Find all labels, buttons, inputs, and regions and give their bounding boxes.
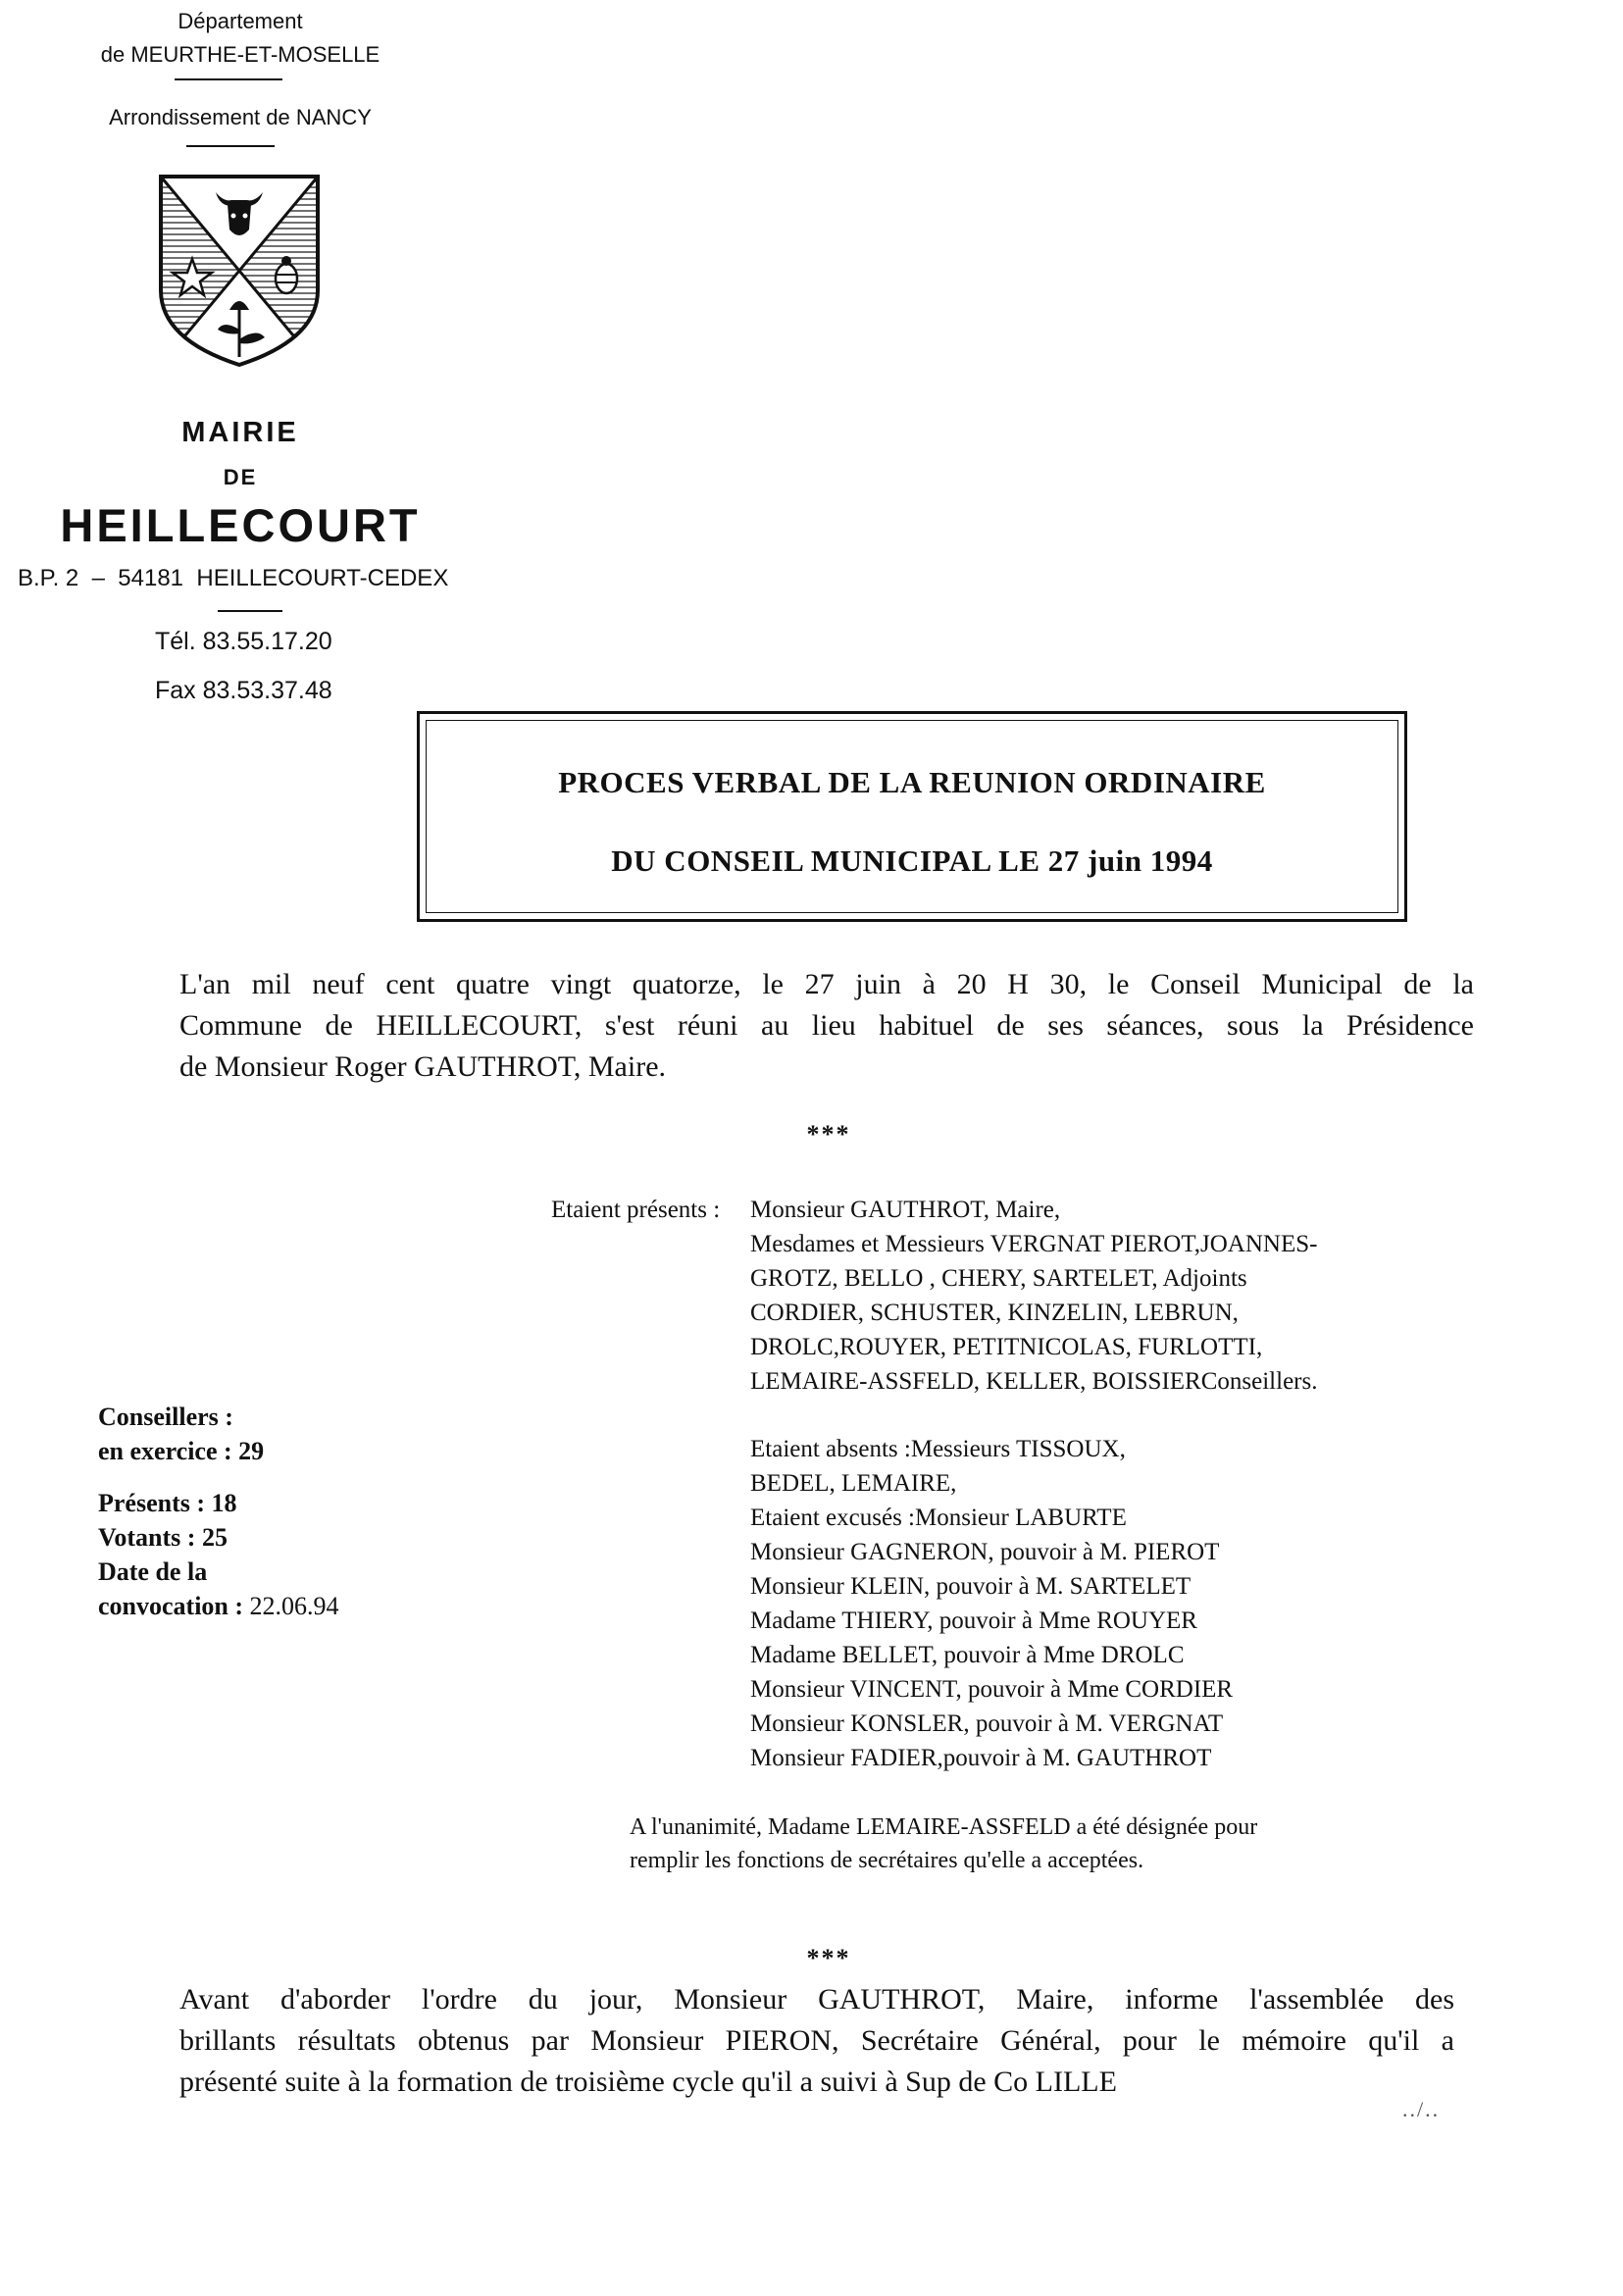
list-item: LEMAIRE-ASSFELD, KELLER, BOISSIERConseillers. xyxy=(750,1368,1318,1395)
intro-paragraph xyxy=(179,964,1474,1088)
presents-label: Présents : xyxy=(98,1489,206,1517)
convocation-value: 22.06.94 xyxy=(249,1592,339,1620)
presents-value: 18 xyxy=(211,1489,237,1517)
separator-2: *** xyxy=(806,1944,851,1972)
date-label: Date de la xyxy=(98,1557,208,1586)
list-item: Monsieur FADIER,pouvoir à M. GAUTHROT xyxy=(750,1745,1212,1771)
title-box xyxy=(417,711,1407,922)
coat-of-arms xyxy=(155,173,324,369)
secretary-note xyxy=(630,1811,1257,1877)
thistle-icon xyxy=(218,301,265,357)
votants-value: 25 xyxy=(201,1523,228,1552)
arrondissement: Arrondissement de NANCY xyxy=(109,105,372,129)
list-item: Monsieur GAUTHROT, Maire, xyxy=(750,1197,1061,1223)
divider xyxy=(186,145,275,147)
town-name: HEILLECOURT xyxy=(60,499,421,551)
list-item: Monsieur KONSLER, pouvoir à M. VERGNAT xyxy=(750,1710,1224,1737)
department-name: de MEURTHE-ET-MOSELLE xyxy=(100,42,380,67)
postal-address: B.P. 2 – 54181 HEILLECOURT-CEDEX xyxy=(18,565,449,591)
intro-line-2: Commune de HEILLECOURT, s'est réuni au lieu habituel de ses séances, sous la Présidence xyxy=(179,1009,1474,1042)
closing-paragraph xyxy=(179,1979,1454,2103)
secretary-line-2: remplir les fonctions de secrétaires qu'elle a acceptées. xyxy=(630,1848,1144,1873)
title-line-2: DU CONSEIL MUNICIPAL LE 27 juin 1994 xyxy=(611,843,1213,878)
bull-head-icon xyxy=(216,192,263,235)
list-item: Etaient excusés :Monsieur LABURTE xyxy=(750,1505,1127,1531)
intro-line-1: L'an mil neuf cent quatre vingt quatorze, le 27 juin à 20 H 30, le Conseil Municipal de la xyxy=(179,968,1474,1000)
department-label: Département xyxy=(178,9,303,33)
present-list xyxy=(750,1193,1317,1399)
divider xyxy=(175,78,282,80)
closing-line-1: Avant d'aborder l'ordre du jour, Monsieur GAUTHROT, Maire, informe l'assemblée des xyxy=(179,1983,1454,2015)
exercice-value: 29 xyxy=(238,1437,265,1465)
list-item: DROLC,ROUYER, PETITNICOLAS, FURLOTTI, xyxy=(750,1334,1263,1360)
telephone: Tél. 83.55.17.20 xyxy=(155,628,332,655)
list-item: Mesdames et Messieurs VERGNAT PIEROT,JOANNES- xyxy=(750,1231,1318,1257)
separator-1: *** xyxy=(806,1120,851,1148)
exercice-label: en exercice : xyxy=(98,1437,232,1465)
conseillers-label: Conseillers : xyxy=(98,1403,233,1431)
mairie-de-label: DE xyxy=(223,465,258,489)
present-label: Etaient présents : xyxy=(551,1197,721,1223)
title-line-1: PROCES VERBAL DE LA REUNION ORDINAIRE xyxy=(558,765,1266,799)
mairie-label: MAIRIE xyxy=(181,417,299,448)
secretary-line-1: A l'unanimité, Madame LEMAIRE-ASSFELD a été désignée pour xyxy=(630,1814,1258,1840)
list-item: GROTZ, BELLO , CHERY, SARTELET, Adjoints xyxy=(750,1265,1247,1292)
council-stats xyxy=(98,1400,339,1623)
divider xyxy=(218,610,282,612)
absent-list xyxy=(750,1432,1233,1775)
continuation-mark: ../.. xyxy=(1402,2097,1441,2121)
list-item: Madame BELLET, pouvoir à Mme DROLC xyxy=(750,1642,1185,1668)
list-item: CORDIER, SCHUSTER, KINZELIN, LEBRUN, xyxy=(750,1300,1239,1326)
list-item: Madame THIERY, pouvoir à Mme ROUYER xyxy=(750,1607,1197,1634)
fax: Fax 83.53.37.48 xyxy=(155,677,332,704)
list-item: Monsieur VINCENT, pouvoir à Mme CORDIER xyxy=(750,1676,1234,1703)
intro-line-3: de Monsieur Roger GAUTHROT, Maire. xyxy=(179,1050,667,1083)
list-item: BEDEL, LEMAIRE, xyxy=(750,1470,957,1497)
list-item: Monsieur GAGNERON, pouvoir à M. PIEROT xyxy=(750,1539,1220,1565)
closing-line-2: brillants résultats obtenus par Monsieur PIERON, Secrétaire Général, pour le mémoire qu'il a xyxy=(179,2024,1454,2057)
list-item: Etaient absents :Messieurs TISSOUX, xyxy=(750,1436,1126,1462)
list-item: Monsieur KLEIN, pouvoir à M. SARTELET xyxy=(750,1573,1192,1600)
convocation-label: convocation : xyxy=(98,1592,244,1620)
closing-line-3: présenté suite à la formation de troisième cycle qu'il a suivi à Sup de Co LILLE xyxy=(179,2066,1117,2098)
votants-label: Votants : xyxy=(98,1523,196,1552)
